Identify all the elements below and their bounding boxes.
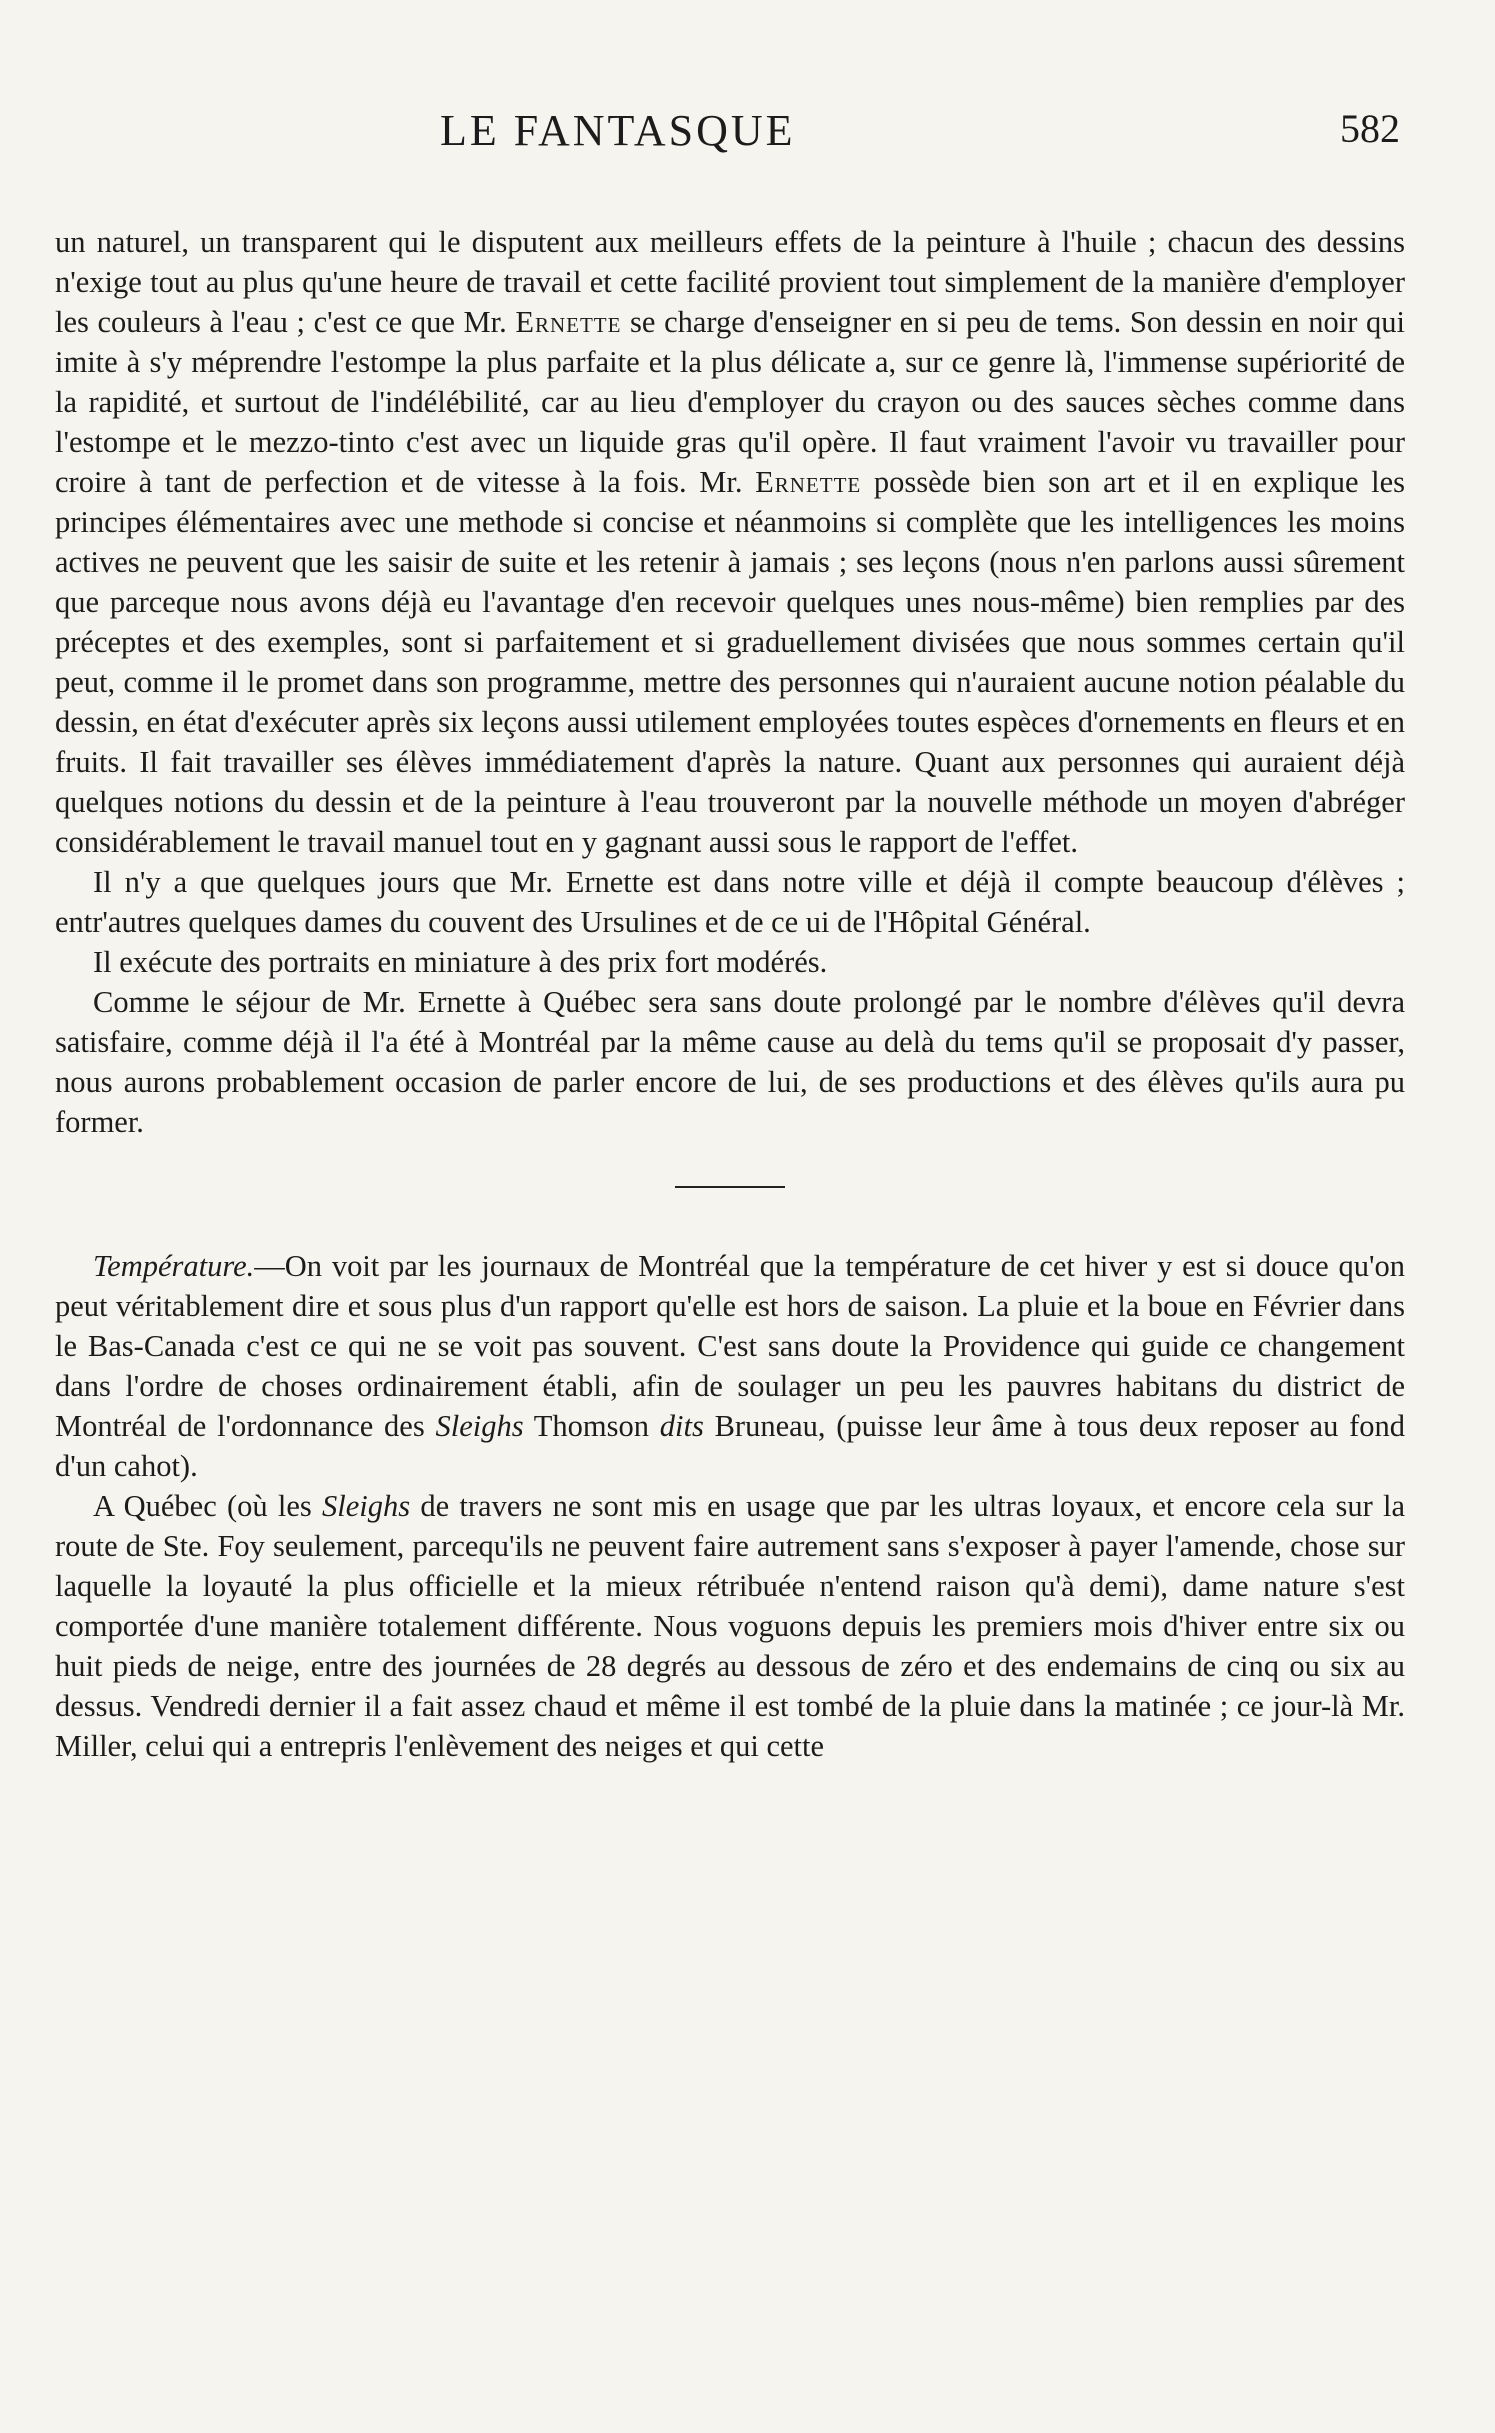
section-heading: Température. [93, 1249, 255, 1283]
article2-paragraph-2 [55, 1486, 1405, 1766]
article1-paragraph-2: Il n'y a que quelques jours que Mr. Ernette est dans notre ville et déjà il compte beaucoup d'élèves ; entr'autres quelques dames du couvent des Ursulines et de ce ui de l'Hôpital Général. [55, 865, 1405, 939]
name-ernette: Ernette [755, 465, 862, 499]
text-run: Bruneau, (puisse leur âme à tous deux reposer au fond d'un cahot). [55, 1409, 1405, 1483]
text-run: —On voit par les journaux de Montréal que la température de cet hiver y est si douce qu'on peut véritablement dire et sous plus d'un rapport qu'elle est hors de saison. La pluie et la boue en Février dans le Bas-Canada c'est ce qui ne se voit pas souvent. C'est sans doute la Providence qui guide ce changement dans l'ordre de choses ordinairement établi, afin de soulager un peu les pauvres habitans du district de Montréal de l'ordonnance des [55, 1249, 1405, 1443]
text-run: un naturel, un transparent qui le disputent aux meilleurs effets de la peinture à l'huile ; chacun des dessins n'exige tout au plus qu'une heure de travail et cette facilité provient tout simplement de la manière d'employer les couleurs à l'eau ; c'est ce que Mr. [55, 225, 1405, 339]
article1-paragraph-1 [55, 222, 1405, 862]
article1-paragraph-4: Comme le séjour de Mr. Ernette à Québec sera sans doute prolongé par le nombre d'élèves qu'il devra satisfaire, comme déjà il l'a été à Montréal par la même cause au delà du tems qu'il se proposait d'y passer, nous aurons probablement occasion de parler encore de lui, de ses productions et des élèves qu'ils aura pu former. [55, 985, 1405, 1139]
italic-word: Sleighs [435, 1409, 524, 1443]
page-number: 582 [1340, 106, 1400, 151]
article1-paragraph-3: Il exécute des portraits en miniature à des prix fort modérés. [93, 945, 828, 979]
article2-paragraph-1 [55, 1246, 1405, 1486]
italic-word: Sleighs [322, 1489, 411, 1523]
body-text [55, 222, 1405, 1766]
text-run: de travers ne sont mis en usage que par les ultras loyaux, et encore cela sur la route de Ste. Foy seulement, parcequ'ils ne peuvent faire autrement sans s'exposer à payer l'amende, chose sur laquelle la loyauté la plus officielle et la mieux rétribuée n'entend raison qu'à demi), dame nature s'est comportée d'une manière totalement différente. Nous voguons depuis les premiers mois d'hiver entre six ou huit pieds de neige, entre des journées de 28 degrés au dessous de zéro et des endemains de cinq ou six au dessus. Vendredi dernier il a fait assez chaud et même il est tombé de la pluie dans la matinée ; ce jour-là Mr. Miller, celui qui a entrepris l'enlèvement des neiges et qui cette [55, 1489, 1405, 1763]
text-run: A Québec (où les [93, 1489, 323, 1523]
section-divider [675, 1186, 785, 1188]
text-run: Thomson [523, 1409, 660, 1443]
running-title: LE FANTASQUE [440, 106, 796, 155]
text-run: se charge d'enseigner en si peu de tems. Son dessin en noir qui imite à s'y méprendre l'estompe la plus parfaite et la plus délicate a, sur ce genre là, l'immense supériorité de la rapidité, et surtout de l'indélébilité, car au lieu d'employer du crayon ou des sauces sèches comme dans l'estompe et le mezzo-tinto c'est avec un liquide gras qu'il opère. Il faut vraiment l'avoir vu travailler pour croire à tant de perfection et de vitesse à la fois. Mr. [55, 305, 1405, 499]
text-run: possède bien son art et il en explique les principes élémentaires avec une methode si concise et néanmoins si complète que les intelligences les moins actives ne peuvent que les saisir de suite et les retenir à jamais ; ses leçons (nous n'en parlons aussi sûrement que parceque nous avons déjà eu l'avantage d'en recevoir quelques unes nous-même) bien remplies par des préceptes et des exemples, sont si parfaitement et si graduellement divisées que nous sommes certain qu'il peut, comme il le promet dans son programme, mettre des personnes qui n'auraient aucune notion péalable du dessin, en état d'exécuter après six leçons aussi utilement employées toutes espèces d'ornements en fleurs et en fruits. Il fait travailler ses élèves immédiatement d'après la nature. Quant aux personnes qui auraient déjà quelques notions du dessin et de la peinture à l'eau trouveront par la nouvelle méthode un moyen d'abréger considérablement le travail manuel tout en y gagnant aussi sous le rapport de l'effet. [55, 465, 1406, 859]
page-header [55, 105, 1400, 165]
italic-word: dits [659, 1409, 704, 1443]
name-ernette: Ernette [515, 305, 622, 339]
